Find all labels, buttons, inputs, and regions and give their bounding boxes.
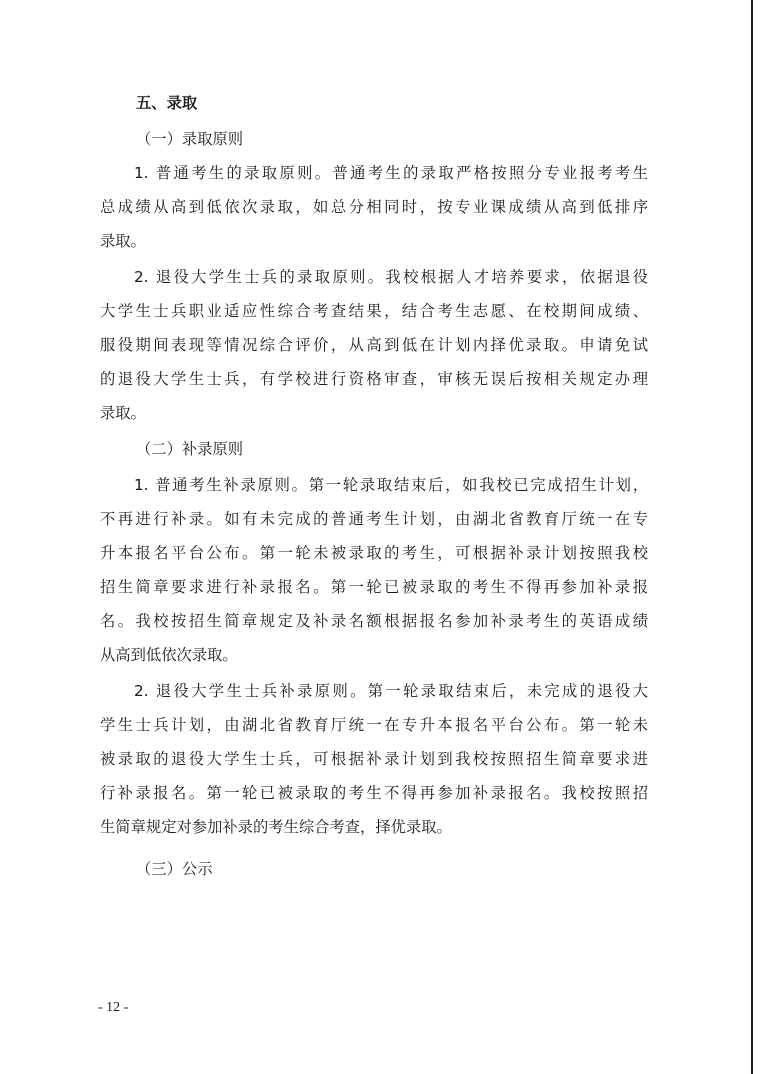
page-number: - 12 - (98, 1000, 129, 1015)
paragraph-line: 1. 普通考生补录原则。第一轮录取结束后，如我校已完成招生计划， (134, 476, 648, 494)
paragraph-line: 1. 普通考生的录取原则。普通考生的录取严格按照分专业报考考生 (134, 164, 648, 182)
paragraph-line: 录取。 (100, 404, 146, 422)
page-edge (751, 0, 753, 1074)
paragraph-line: 学生士兵计划，由湖北省教育厅统一在专升本报名平台公布。第一轮未 (100, 716, 648, 734)
paragraph-line: 大学生士兵职业适应性综合考查结果，结合考生志愿、在校期间成绩、 (100, 302, 648, 320)
section-heading: 五、录取 (136, 94, 198, 112)
paragraph-line: 2. 退役大学生士兵的录取原则。我校根据人才培养要求，依据退役 (134, 268, 648, 286)
paragraph-line: 录取。 (100, 232, 146, 250)
paragraph-line: 不再进行补录。如有未完成的普通考生计划，由湖北省教育厅统一在专 (100, 510, 648, 528)
paragraph-line: 生简章规定对参加补录的考生综合考查，择优录取。 (100, 818, 452, 836)
paragraph-line: 服役期间表现等情况综合评价，从高到低在计划内择优录取。申请免试 (100, 336, 648, 354)
paragraph-line: 升本报名平台公布。第一轮未被录取的考生，可根据补录计划按照我校 (100, 544, 648, 562)
paragraph-line: 被录取的退役大学生士兵，可根据补录计划到我校按照招生简章要求进 (100, 750, 648, 768)
paragraph-line: 的退役大学生士兵，有学校进行资格审查，审核无误后按相关规定办理 (100, 370, 648, 388)
subsection-supplementary-principles: （二）补录原则 (136, 440, 244, 458)
subsection-publicity: （三）公示 (136, 860, 213, 878)
paragraph-line: 2. 退役大学生士兵补录原则。第一轮录取结束后，未完成的退役大 (134, 682, 648, 700)
paragraph-line: 总成绩从高到低依次录取，如总分相同时，按专业课成绩从高到低排序 (100, 198, 648, 216)
subsection-admission-principles: （一）录取原则 (136, 130, 244, 148)
paragraph-line: 招生简章要求进行补录报名。第一轮已被录取的考生不得再参加补录报 (100, 578, 648, 596)
paragraph-line: 行补录报名。第一轮已被录取的考生不得再参加补录报名。我校按照招 (100, 784, 648, 802)
paragraph-line: 名。我校按招生简章规定及补录名额根据报名参加补录考生的英语成绩 (100, 612, 648, 630)
paragraph-line: 从高到低依次录取。 (100, 646, 238, 664)
